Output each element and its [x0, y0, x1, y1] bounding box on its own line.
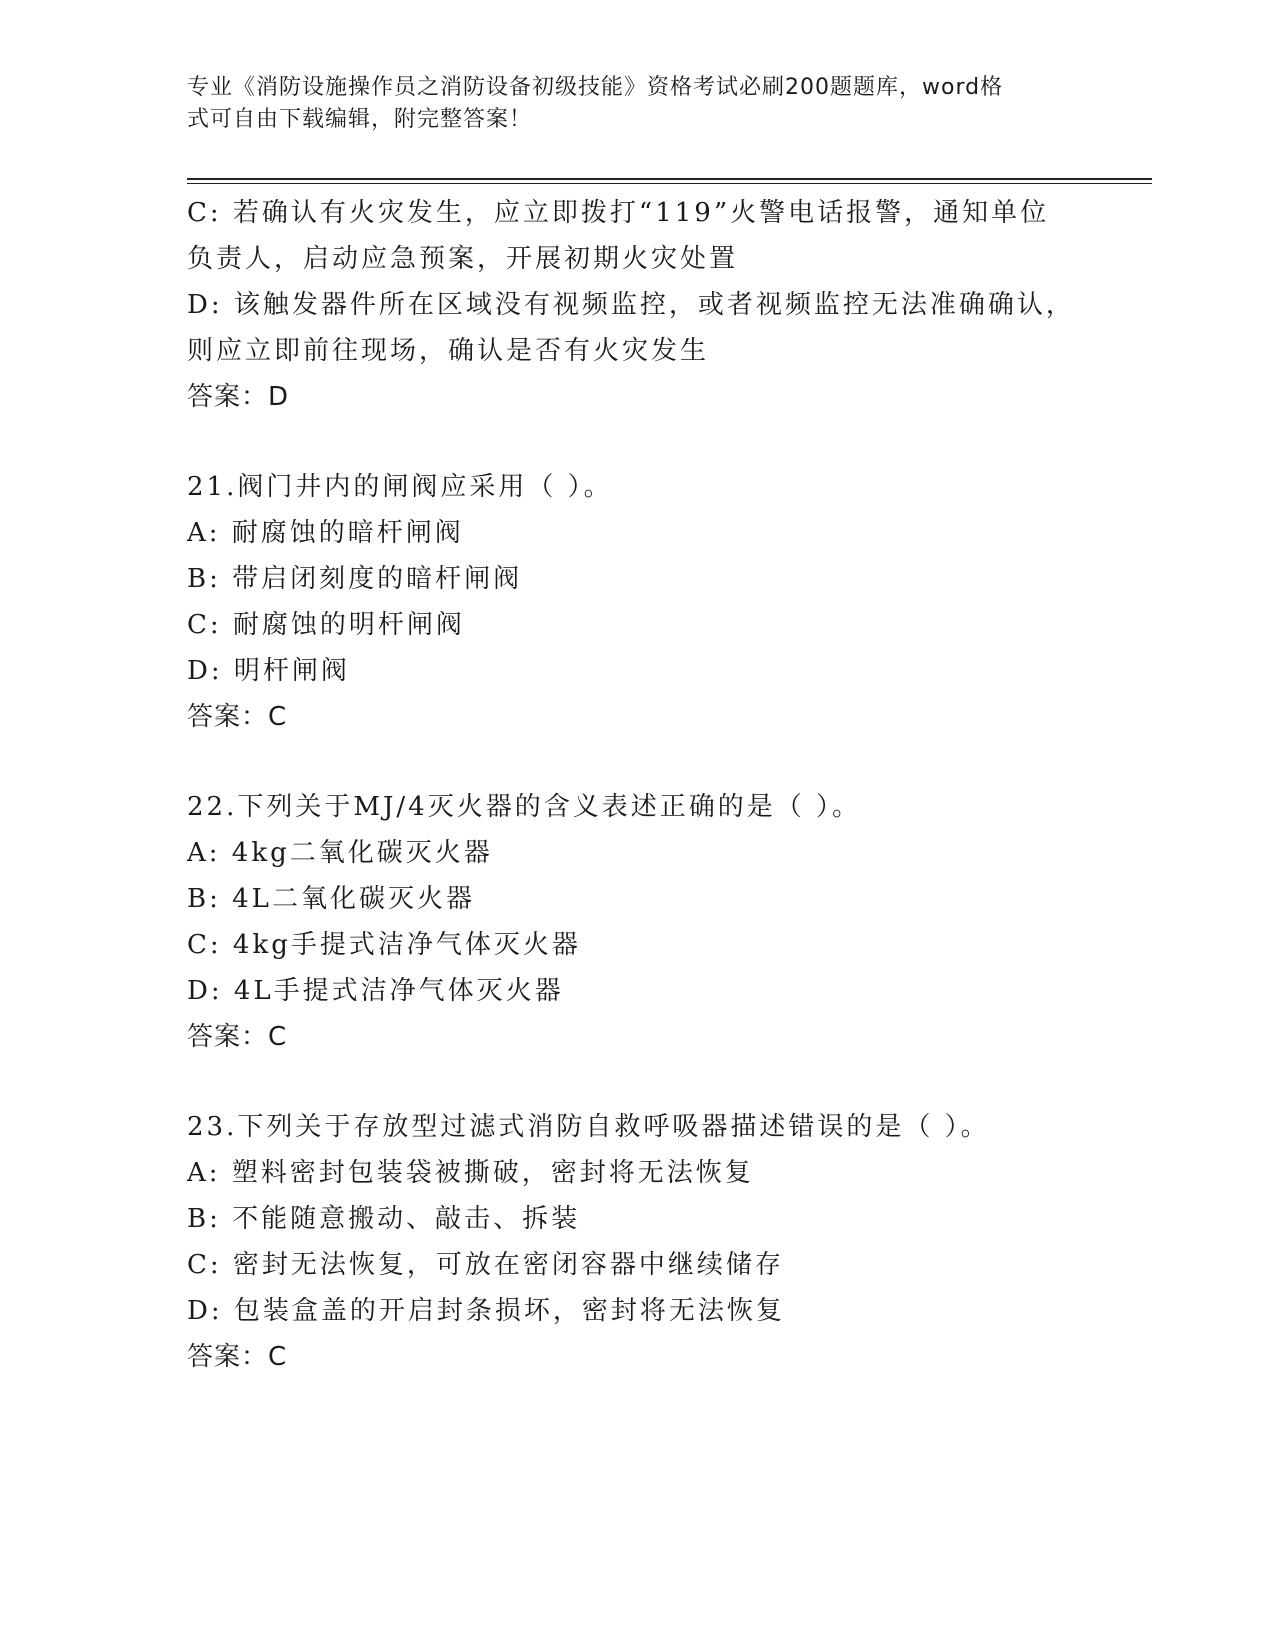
header-line-1: 专业《消防设施操作员之消防设备初级技能》资格考试必刷200题题库，word格 — [187, 75, 1004, 100]
question-stem: 23.下列关于存放型过滤式消防自救呼吸器描述错误的是（ ）。 — [187, 1112, 990, 1142]
answer-label: 答案：D — [187, 382, 290, 412]
option-b: B: 带启闭刻度的暗杆闸阀 — [187, 564, 523, 594]
option-c: C: 若确认有火灾发生，应立即拨打“119”火警电话报警，通知单位 — [187, 198, 1050, 228]
option-b: B: 不能随意搬动、敲击、拆装 — [187, 1204, 581, 1234]
option-a: A: 耐腐蚀的暗杆闸阀 — [187, 518, 464, 548]
question-block-21 — [187, 464, 1087, 740]
answer-label: 答案：C — [187, 1022, 288, 1052]
option-c: C: 耐腐蚀的明杆闸阀 — [187, 610, 465, 640]
question-block-23 — [187, 1104, 1087, 1380]
option-b: B: 4L二氧化碳灭火器 — [187, 884, 475, 914]
header-line-2: 式可自由下载编辑，附完整答案！ — [187, 107, 533, 132]
document-header — [187, 72, 1067, 136]
option-a: A: 4kg二氧化碳灭火器 — [187, 838, 493, 868]
option-c-continued: 负责人，启动应急预案，开展初期火灾处置 — [187, 244, 739, 274]
option-c: C: 密封无法恢复，可放在密闭容器中继续储存 — [187, 1250, 784, 1280]
option-d-continued: 则应立即前往现场，确认是否有火灾发生 — [187, 336, 710, 366]
option-d: D: 该触发器件所在区域没有视频监控，或者视频监控无法准确确认， — [187, 290, 1075, 320]
spacer — [187, 420, 1087, 464]
option-c: C: 4kg手提式洁净气体灭火器 — [187, 930, 581, 960]
option-d: D: 明杆闸阀 — [187, 656, 350, 686]
spacer — [187, 1060, 1087, 1104]
answer-label: 答案：C — [187, 702, 288, 732]
spacer — [187, 740, 1087, 784]
option-d: D: 4L手提式洁净气体灭火器 — [187, 976, 564, 1006]
question-stem: 21.阀门井内的闸阀应采用（ ）。 — [187, 472, 613, 502]
option-d: D: 包装盒盖的开启封条损坏，密封将无法恢复 — [187, 1296, 785, 1326]
header-divider-thick — [187, 178, 1152, 180]
header-divider-thin — [187, 183, 1152, 184]
question-block-prev — [187, 190, 1087, 420]
question-block-22 — [187, 784, 1087, 1060]
answer-label: 答案：C — [187, 1342, 288, 1372]
question-list — [187, 190, 1087, 1380]
question-stem: 22.下列关于MJ/4灭火器的含义表述正确的是（ ）。 — [187, 792, 861, 822]
option-a: A: 塑料密封包装袋被撕破，密封将无法恢复 — [187, 1158, 754, 1188]
